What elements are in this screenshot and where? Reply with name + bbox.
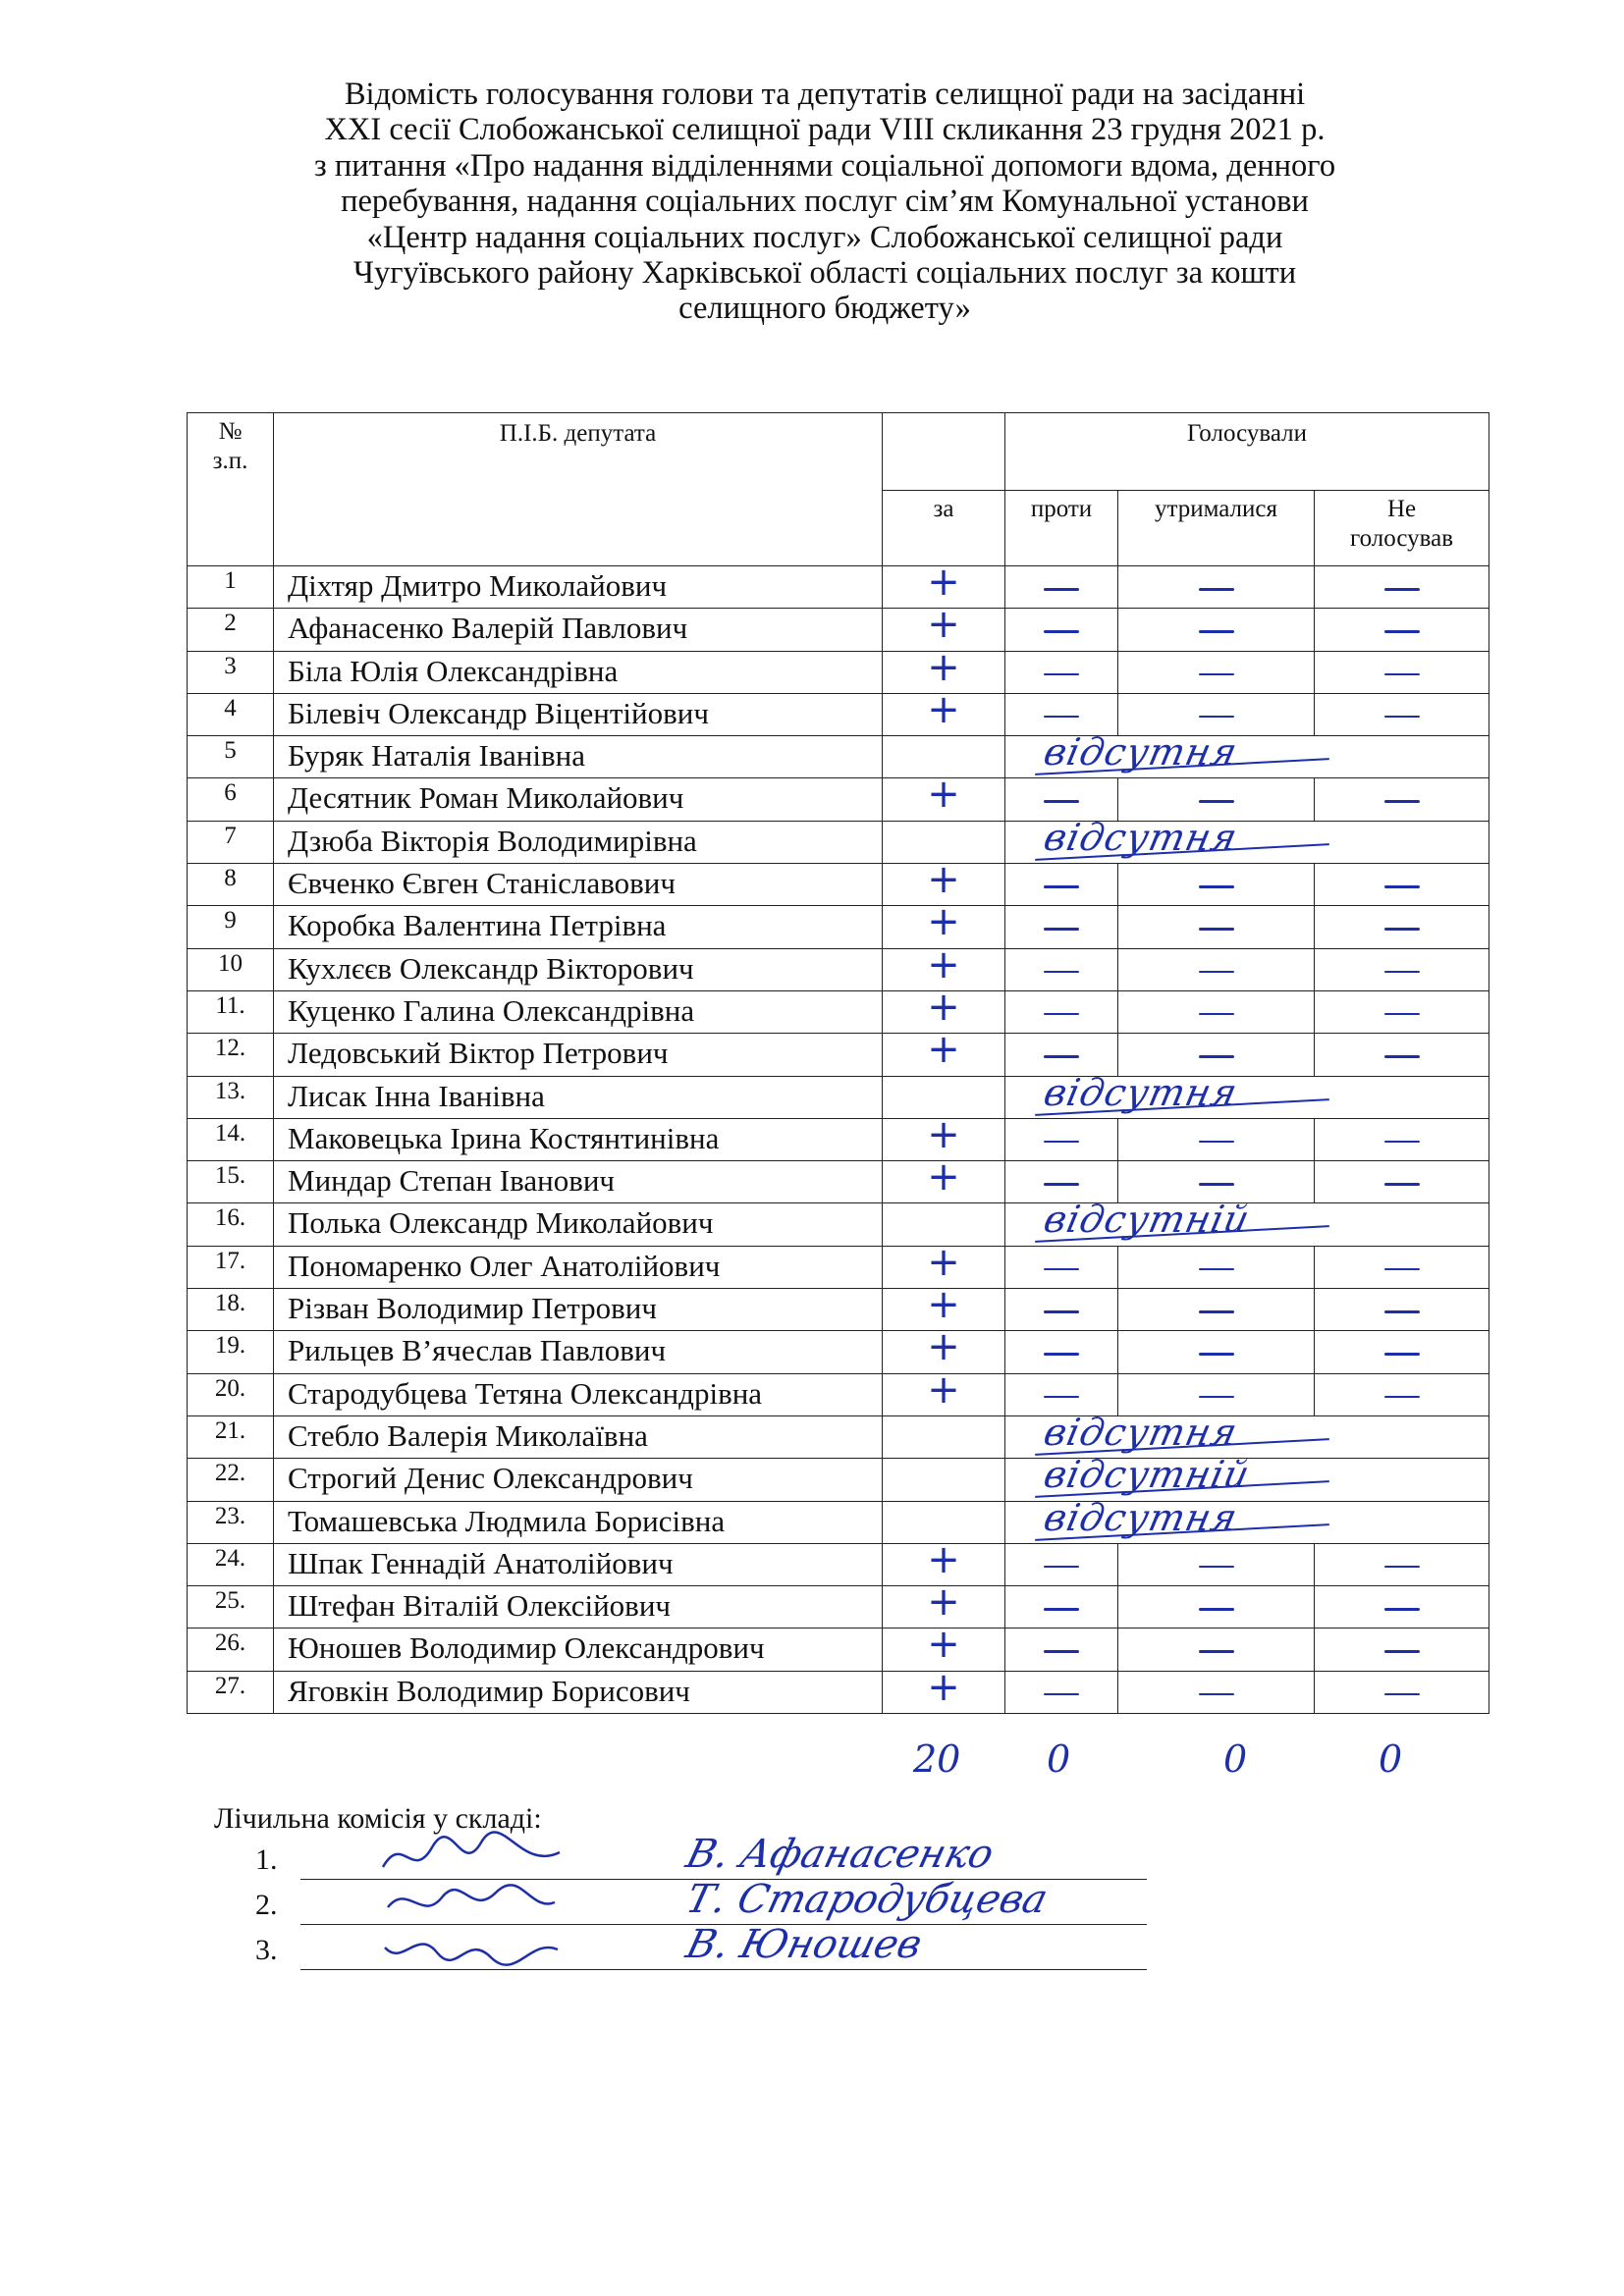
dash-mark — [1384, 1141, 1420, 1144]
vote-not-voted-cell — [1315, 651, 1489, 693]
dash-mark — [1199, 928, 1234, 931]
dash-mark — [1044, 1693, 1079, 1696]
table-row — [188, 1161, 1489, 1203]
header-for: за — [883, 491, 1005, 566]
row-number: 22. — [188, 1459, 274, 1501]
plus-mark: + — [927, 1579, 960, 1626]
dash-mark — [1384, 1013, 1420, 1016]
vote-against-cell — [1005, 1586, 1118, 1629]
dash-mark — [1384, 1650, 1420, 1653]
dash-mark — [1044, 1268, 1079, 1271]
table-row — [188, 948, 1489, 990]
absent-note: відсутня — [1040, 1495, 1242, 1539]
deputy-name: Строгий Денис Олександрович — [274, 1459, 883, 1501]
deputy-name: Буряк Наталія Іванівна — [274, 736, 883, 778]
row-number: 3 — [188, 651, 274, 693]
dash-mark — [1199, 885, 1234, 888]
header-not-voted-line1: Не — [1386, 496, 1417, 522]
voting-table-body — [188, 560, 1489, 1714]
vote-against-cell — [1005, 1118, 1118, 1160]
deputy-name: Біла Юлія Олександрівна — [274, 651, 883, 693]
table-row — [188, 1076, 1489, 1118]
table-row — [188, 1586, 1489, 1629]
dash-mark — [1384, 1396, 1420, 1399]
row-number: 21. — [188, 1415, 274, 1458]
table-row — [188, 864, 1489, 906]
table-row — [188, 1459, 1489, 1501]
dash-mark — [1199, 800, 1234, 803]
vote-for-cell — [883, 1366, 1005, 1415]
dash-mark — [1044, 1353, 1079, 1356]
dash-mark — [1199, 1013, 1234, 1016]
deputy-name: Миндар Степан Іванович — [274, 1161, 883, 1203]
row-number: 24. — [188, 1543, 274, 1585]
heading-line: з питання «Про надання відділеннями соціальної допомоги вдома, денного — [313, 147, 1336, 184]
vote-against-cell — [1005, 1331, 1118, 1373]
deputy-name: Стародубцева Тетяна Олександрівна — [274, 1373, 883, 1415]
dash-mark — [1044, 1310, 1079, 1313]
total-against: 0 — [1047, 1737, 1071, 1781]
plus-mark: + — [927, 1622, 960, 1668]
header-not-voted-line2: голосував — [1349, 525, 1454, 552]
row-number: 9 — [188, 906, 274, 948]
dash-mark — [1384, 971, 1420, 974]
dash-mark — [1044, 1141, 1079, 1144]
dash-mark — [1044, 1055, 1079, 1058]
absent-note: відсутня — [1040, 815, 1242, 859]
header-name: П.І.Б. депутата — [274, 413, 883, 566]
row-number: 16. — [188, 1203, 274, 1246]
vote-for-cell — [883, 1154, 1005, 1203]
heading-line: XXI сесії Слобожанської селищної ради VIII скликання 23 грудня 2021 р. — [324, 112, 1326, 148]
dash-mark — [1044, 1650, 1079, 1653]
dash-mark — [1384, 885, 1420, 888]
vote-not-voted-cell — [1315, 1331, 1489, 1373]
vote-against-cell — [1005, 1289, 1118, 1331]
vote-not-voted-cell — [1315, 1629, 1489, 1671]
vote-abstained-cell — [1118, 1671, 1315, 1713]
row-number: 4 — [188, 693, 274, 735]
dash-mark — [1199, 1693, 1234, 1696]
deputy-name: Ледовський Віктор Петрович — [274, 1034, 883, 1076]
vote-not-voted-cell — [1315, 1289, 1489, 1331]
dash-mark — [1044, 971, 1079, 974]
absent-cell — [1005, 1453, 1489, 1501]
row-number: 14. — [188, 1118, 274, 1160]
deputy-name: Лисак Інна Іванівна — [274, 1076, 883, 1118]
vote-not-voted-cell — [1315, 1034, 1489, 1076]
plus-mark: + — [927, 560, 960, 605]
deputy-name: Стебло Валерія Миколаївна — [274, 1415, 883, 1458]
dash-mark — [1044, 630, 1079, 633]
table-row — [188, 1543, 1489, 1585]
member-number: 2. — [255, 1889, 278, 1921]
header-not-voted — [1315, 491, 1489, 566]
vote-not-voted-cell — [1315, 1118, 1489, 1160]
deputy-name: Штефан Віталій Олексійович — [274, 1586, 883, 1629]
dash-mark — [1199, 1268, 1234, 1271]
table-row — [188, 1415, 1489, 1458]
deputy-name: Афанасенко Валерій Павлович — [274, 609, 883, 651]
vote-against-cell — [1005, 906, 1118, 948]
row-number: 19. — [188, 1331, 274, 1373]
header-against: проти — [1005, 491, 1118, 566]
dash-mark — [1384, 928, 1420, 931]
vote-not-voted-cell — [1315, 1246, 1489, 1288]
row-number: 18. — [188, 1289, 274, 1331]
table-row — [188, 736, 1489, 778]
vote-abstained-cell — [1118, 1543, 1315, 1585]
absent-note: відсутня — [1040, 1410, 1242, 1454]
vote-abstained-cell — [1118, 948, 1315, 990]
vote-not-voted-cell — [1315, 906, 1489, 948]
row-number: 27. — [188, 1671, 274, 1713]
absent-note: відсутній — [1040, 1198, 1255, 1242]
header-number-line1: № — [218, 418, 243, 445]
vote-for-cell — [883, 1415, 1005, 1458]
vote-abstained-cell — [1118, 778, 1315, 821]
dash-mark — [1384, 800, 1420, 803]
table-row — [188, 651, 1489, 693]
table-row — [188, 1203, 1489, 1246]
vote-against-cell — [1005, 990, 1118, 1033]
dash-mark — [1199, 1183, 1234, 1186]
vote-for-cell — [883, 1664, 1005, 1713]
vote-not-voted-cell — [1315, 990, 1489, 1033]
table-row — [188, 1331, 1489, 1373]
dash-mark — [1044, 588, 1079, 591]
heading-line: «Центр надання соціальних послуг» Слобожанської селищної ради — [366, 219, 1283, 255]
dash-mark — [1199, 673, 1234, 676]
vote-against-cell — [1005, 609, 1118, 651]
deputy-name: Кухлєєв Олександр Вікторович — [274, 948, 883, 990]
absent-cell — [1005, 1495, 1489, 1543]
plus-mark: + — [927, 1282, 960, 1328]
vote-abstained-cell — [1118, 1586, 1315, 1629]
vote-not-voted-cell — [1315, 1373, 1489, 1415]
row-number: 26. — [188, 1629, 274, 1671]
plus-mark: + — [927, 1111, 960, 1157]
absent-cell — [1005, 815, 1489, 863]
member-number: 1. — [255, 1843, 278, 1876]
dash-mark — [1384, 1353, 1420, 1356]
dash-mark — [1199, 716, 1234, 719]
table-row — [188, 1034, 1489, 1076]
row-number: 13. — [188, 1076, 274, 1118]
heading-line: селищного бюджету» — [678, 291, 971, 327]
dash-mark — [1384, 1310, 1420, 1313]
absent-note: відсутній — [1040, 1453, 1255, 1497]
table-row — [188, 1501, 1489, 1543]
vote-against-cell — [1005, 1246, 1118, 1288]
row-number: 10 — [188, 948, 274, 990]
table-row — [188, 1629, 1489, 1671]
plus-mark: + — [927, 686, 960, 732]
dash-mark — [1199, 1141, 1234, 1144]
heading-line: Відомість голосування голови та депутатів селищної ради на засіданні — [344, 77, 1306, 112]
commission-label: Лічильна комісія у складі: — [214, 1802, 542, 1835]
dash-mark — [1384, 1183, 1420, 1186]
total-abstained: 0 — [1223, 1737, 1248, 1781]
deputy-name: Діхтяр Дмитро Миколайович — [274, 566, 883, 609]
vote-against-cell — [1005, 1373, 1118, 1415]
plus-mark: + — [927, 1154, 960, 1201]
vote-not-voted-cell — [1315, 566, 1489, 609]
dash-mark — [1384, 1055, 1420, 1058]
vote-abstained-cell — [1118, 609, 1315, 651]
vote-abstained-cell — [1118, 1629, 1315, 1671]
dash-mark — [1044, 1566, 1079, 1569]
dash-mark — [1199, 1353, 1234, 1356]
row-number: 7 — [188, 821, 274, 863]
dash-mark — [1199, 971, 1234, 974]
total-for: 20 — [913, 1737, 961, 1781]
plus-mark: + — [927, 1366, 960, 1413]
vote-for-cell — [883, 772, 1005, 821]
header-number-line2: з.п. — [212, 448, 248, 474]
member-name: В. Афанасенко — [681, 1832, 999, 1877]
header-number — [188, 413, 274, 566]
table-row — [188, 1289, 1489, 1331]
vote-not-voted-cell — [1315, 609, 1489, 651]
vote-abstained-cell — [1118, 1034, 1315, 1076]
table-row — [188, 693, 1489, 735]
vote-abstained-cell — [1118, 906, 1315, 948]
row-number: 25. — [188, 1586, 274, 1629]
deputy-name: Шпак Геннадій Анатолійович — [274, 1543, 883, 1585]
vote-not-voted-cell — [1315, 1543, 1489, 1585]
vote-abstained-cell — [1118, 1373, 1315, 1415]
vote-against-cell — [1005, 1671, 1118, 1713]
vote-for-cell — [883, 1027, 1005, 1076]
absent-cell — [1005, 1198, 1489, 1246]
deputy-name: Юношев Володимир Олександрович — [274, 1629, 883, 1671]
dash-mark — [1384, 1608, 1420, 1611]
vote-abstained-cell — [1118, 864, 1315, 906]
deputy-name: Полька Олександр Миколайович — [274, 1203, 883, 1246]
deputy-name: Томашевська Людмила Борисівна — [274, 1501, 883, 1543]
dash-mark — [1384, 716, 1420, 719]
row-number: 17. — [188, 1246, 274, 1288]
dash-mark — [1044, 1013, 1079, 1016]
vote-not-voted-cell — [1315, 948, 1489, 990]
voting-table — [187, 412, 1489, 1714]
dash-mark — [1384, 673, 1420, 676]
header-voted: Голосували — [1005, 413, 1489, 491]
table-row — [188, 566, 1489, 609]
deputy-name: Яговкін Володимир Борисович — [274, 1671, 883, 1713]
plus-mark: + — [927, 941, 960, 988]
row-number: 20. — [188, 1373, 274, 1415]
dash-mark — [1044, 716, 1079, 719]
plus-mark: + — [927, 772, 960, 818]
member-name: В. Юношев — [681, 1922, 927, 1967]
deputy-name: Дзюба Вікторія Володимирівна — [274, 821, 883, 863]
dash-mark — [1384, 630, 1420, 633]
vote-not-voted-cell — [1315, 1161, 1489, 1203]
vote-not-voted-cell — [1315, 1671, 1489, 1713]
vote-abstained-cell — [1118, 1118, 1315, 1160]
vote-abstained-cell — [1118, 1246, 1315, 1288]
vote-against-cell — [1005, 864, 1118, 906]
row-number: 1 — [188, 566, 274, 609]
absent-note: відсутня — [1040, 730, 1242, 774]
row-number: 5 — [188, 736, 274, 778]
vote-abstained-cell — [1118, 566, 1315, 609]
plus-mark: + — [927, 1324, 960, 1370]
dash-mark — [1044, 928, 1079, 931]
total-not-voted: 0 — [1379, 1737, 1403, 1781]
dash-mark — [1044, 800, 1079, 803]
deputy-name: Білевіч Олександр Віцентійович — [274, 693, 883, 735]
dash-mark — [1199, 1650, 1234, 1653]
dash-mark — [1044, 673, 1079, 676]
table-row — [188, 821, 1489, 863]
table-row — [188, 609, 1489, 651]
table-row — [188, 1246, 1489, 1288]
vote-abstained-cell — [1118, 651, 1315, 693]
heading-line: перебування, надання соціальних послуг сім’ям Комунальної установи — [341, 184, 1309, 220]
dash-mark — [1044, 1396, 1079, 1399]
vote-against-cell — [1005, 651, 1118, 693]
dash-mark — [1199, 1310, 1234, 1313]
plus-mark: + — [927, 984, 960, 1030]
dash-mark — [1384, 1268, 1420, 1271]
row-number: 12. — [188, 1034, 274, 1076]
vote-not-voted-cell — [1315, 1586, 1489, 1629]
member-number: 3. — [255, 1934, 278, 1966]
plus-mark: + — [927, 1239, 960, 1285]
dash-mark — [1199, 588, 1234, 591]
vote-for-cell — [883, 1459, 1005, 1501]
table-row — [188, 990, 1489, 1033]
dash-mark — [1384, 1693, 1420, 1696]
vote-abstained-cell — [1118, 1289, 1315, 1331]
vote-not-voted-cell — [1315, 693, 1489, 735]
row-number: 23. — [188, 1501, 274, 1543]
row-number: 11. — [188, 990, 274, 1033]
row-number: 15. — [188, 1161, 274, 1203]
vote-against-cell — [1005, 948, 1118, 990]
deputy-name: Різван Володимир Петрович — [274, 1289, 883, 1331]
vote-for-cell — [883, 686, 1005, 735]
plus-mark: + — [927, 857, 960, 903]
absent-cell — [1005, 1070, 1489, 1118]
deputy-name: Євченко Євген Станіславович — [274, 864, 883, 906]
deputy-name: Десятник Роман Миколайович — [274, 778, 883, 821]
heading-line: Чугуївського району Харківської області соціальних послуг за кошти — [352, 255, 1297, 292]
plus-mark: + — [927, 602, 960, 648]
dash-mark — [1044, 1608, 1079, 1611]
header-abstained: утрималися — [1118, 491, 1315, 566]
vote-against-cell — [1005, 566, 1118, 609]
table-row — [188, 1373, 1489, 1415]
table-row — [188, 906, 1489, 948]
table-row — [188, 778, 1489, 821]
plus-mark: + — [927, 644, 960, 690]
dash-mark — [1199, 1608, 1234, 1611]
deputy-name: Маковецька Ірина Костянтинівна — [274, 1118, 883, 1160]
vote-not-voted-cell — [1315, 864, 1489, 906]
dash-mark — [1044, 885, 1079, 888]
vote-against-cell — [1005, 1543, 1118, 1585]
vote-against-cell — [1005, 1034, 1118, 1076]
plus-mark: + — [927, 1536, 960, 1582]
absent-note: відсутня — [1040, 1070, 1242, 1114]
document-heading — [147, 77, 1502, 327]
deputy-name: Куценко Галина Олександрівна — [274, 990, 883, 1033]
row-number: 2 — [188, 609, 274, 651]
plus-mark: + — [927, 899, 960, 945]
dash-mark — [1384, 1566, 1420, 1569]
deputy-name: Коробка Валентина Петрівна — [274, 906, 883, 948]
table-row — [188, 1118, 1489, 1160]
table-row — [188, 1671, 1489, 1713]
deputy-name: Рильцев В’ячеслав Павлович — [274, 1331, 883, 1373]
deputy-name: Пономаренко Олег Анатолійович — [274, 1246, 883, 1288]
plus-mark: + — [927, 1664, 960, 1710]
row-number: 8 — [188, 864, 274, 906]
plus-mark: + — [927, 1027, 960, 1073]
dash-mark — [1044, 1183, 1079, 1186]
vote-not-voted-cell — [1315, 778, 1489, 821]
dash-mark — [1199, 1566, 1234, 1569]
dash-mark — [1384, 588, 1420, 591]
vote-abstained-cell — [1118, 990, 1315, 1033]
dash-mark — [1199, 630, 1234, 633]
signature-scribble — [373, 1918, 569, 1977]
vote-against-cell — [1005, 1629, 1118, 1671]
member-name: Т. Стародубцева — [681, 1877, 1053, 1922]
header-blank — [883, 413, 1005, 491]
row-number: 6 — [188, 778, 274, 821]
dash-mark — [1199, 1396, 1234, 1399]
dash-mark — [1199, 1055, 1234, 1058]
absent-cell — [1005, 730, 1489, 778]
vote-against-cell — [1005, 778, 1118, 821]
vote-abstained-cell — [1118, 1331, 1315, 1373]
